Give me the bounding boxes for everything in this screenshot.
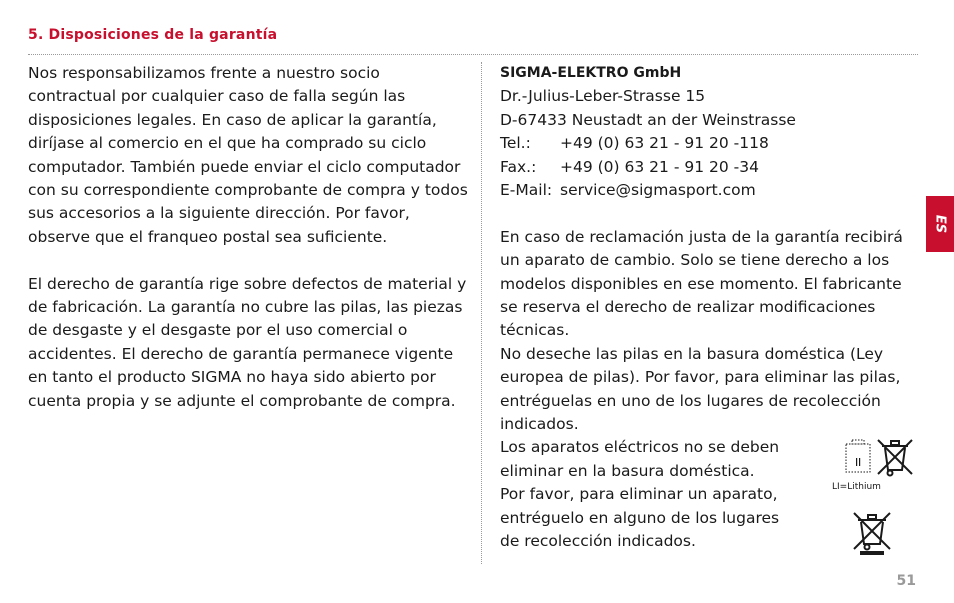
column-divider [481,62,482,564]
company-name: SIGMA-ELEKTRO GmbH [500,65,682,81]
crossed-bin-icon [874,436,916,478]
battery-type-label: LI=Lithium [832,482,881,492]
battery-disposal-paragraph: No deseche las pilas en la basura doméstica (Ley europea de pilas). Por favor, para eliminar las pilas, entréguelas en uno de los lugares de recolección indicados. [500,344,901,434]
page-number: 51 [896,573,916,589]
email-row [500,179,920,202]
right-column [500,62,920,554]
tel-row [500,132,920,155]
fax-label: Fax.: [500,157,537,176]
warranty-paragraph-2: El derecho de garantía rige sobre defectos de material y de fabricación. La garantía no cubre las pilas, las piezas de desgaste y el desgaste por el uso comercial o accidentes. El derecho de garantía permanece vigente en tanto el producto SIGMA no haya sido abierto por cuenta propia y se adjunte el comprobante de compra. [28,274,467,410]
language-tab-label: ES [932,214,948,234]
battery-icon [838,436,878,476]
email-value: service@sigmasport.com [560,181,756,200]
fax-row [500,156,920,179]
address-city: D-67433 Neustadt an der Weinstrasse [500,110,796,129]
tel-value: +49 (0) 63 21 - 91 20 -118 [560,134,769,153]
email-label: E-Mail: [500,181,553,200]
left-column [28,62,468,413]
crossed-bin-icon [850,510,894,556]
device-disposal-paragraph: Por favor, para eliminar un aparato, entréguelo en alguno de los lugares de recolección indicados. [500,485,780,551]
exchange-paragraph: En caso de reclamación justa de la garantía recibirá un aparato de cambio. Solo se tiene derecho a los modelos disponibles en ese momento. El fabricante se reserva el derecho de realizar modificaciones técnicas. [500,227,903,340]
language-tab [926,196,954,252]
fax-value: +49 (0) 63 21 - 91 20 -34 [560,157,759,176]
tel-label: Tel.: [500,134,531,153]
header-divider [28,54,918,55]
electrical-disposal-paragraph: Los aparatos eléctricos no se deben eliminar en la basura doméstica. [500,438,780,480]
warranty-paragraph-1: Nos responsabilizamos frente a nuestro socio contractual por cualquier caso de falla según las disposiciones legales. En caso de aplicar la garantía, diríjase al comercio en el que ha comprado su ciclo computador. También puede enviar el ciclo computador con su correspondiente comprobante de compra y todos sus accesorios a la siguiente dirección. Por favor, observe que el franqueo postal sea suficiente. [28,64,468,246]
section-heading: 5. Disposiciones de la garantía [28,27,278,43]
address-street: Dr.-Julius-Leber-Strasse 15 [500,87,706,106]
